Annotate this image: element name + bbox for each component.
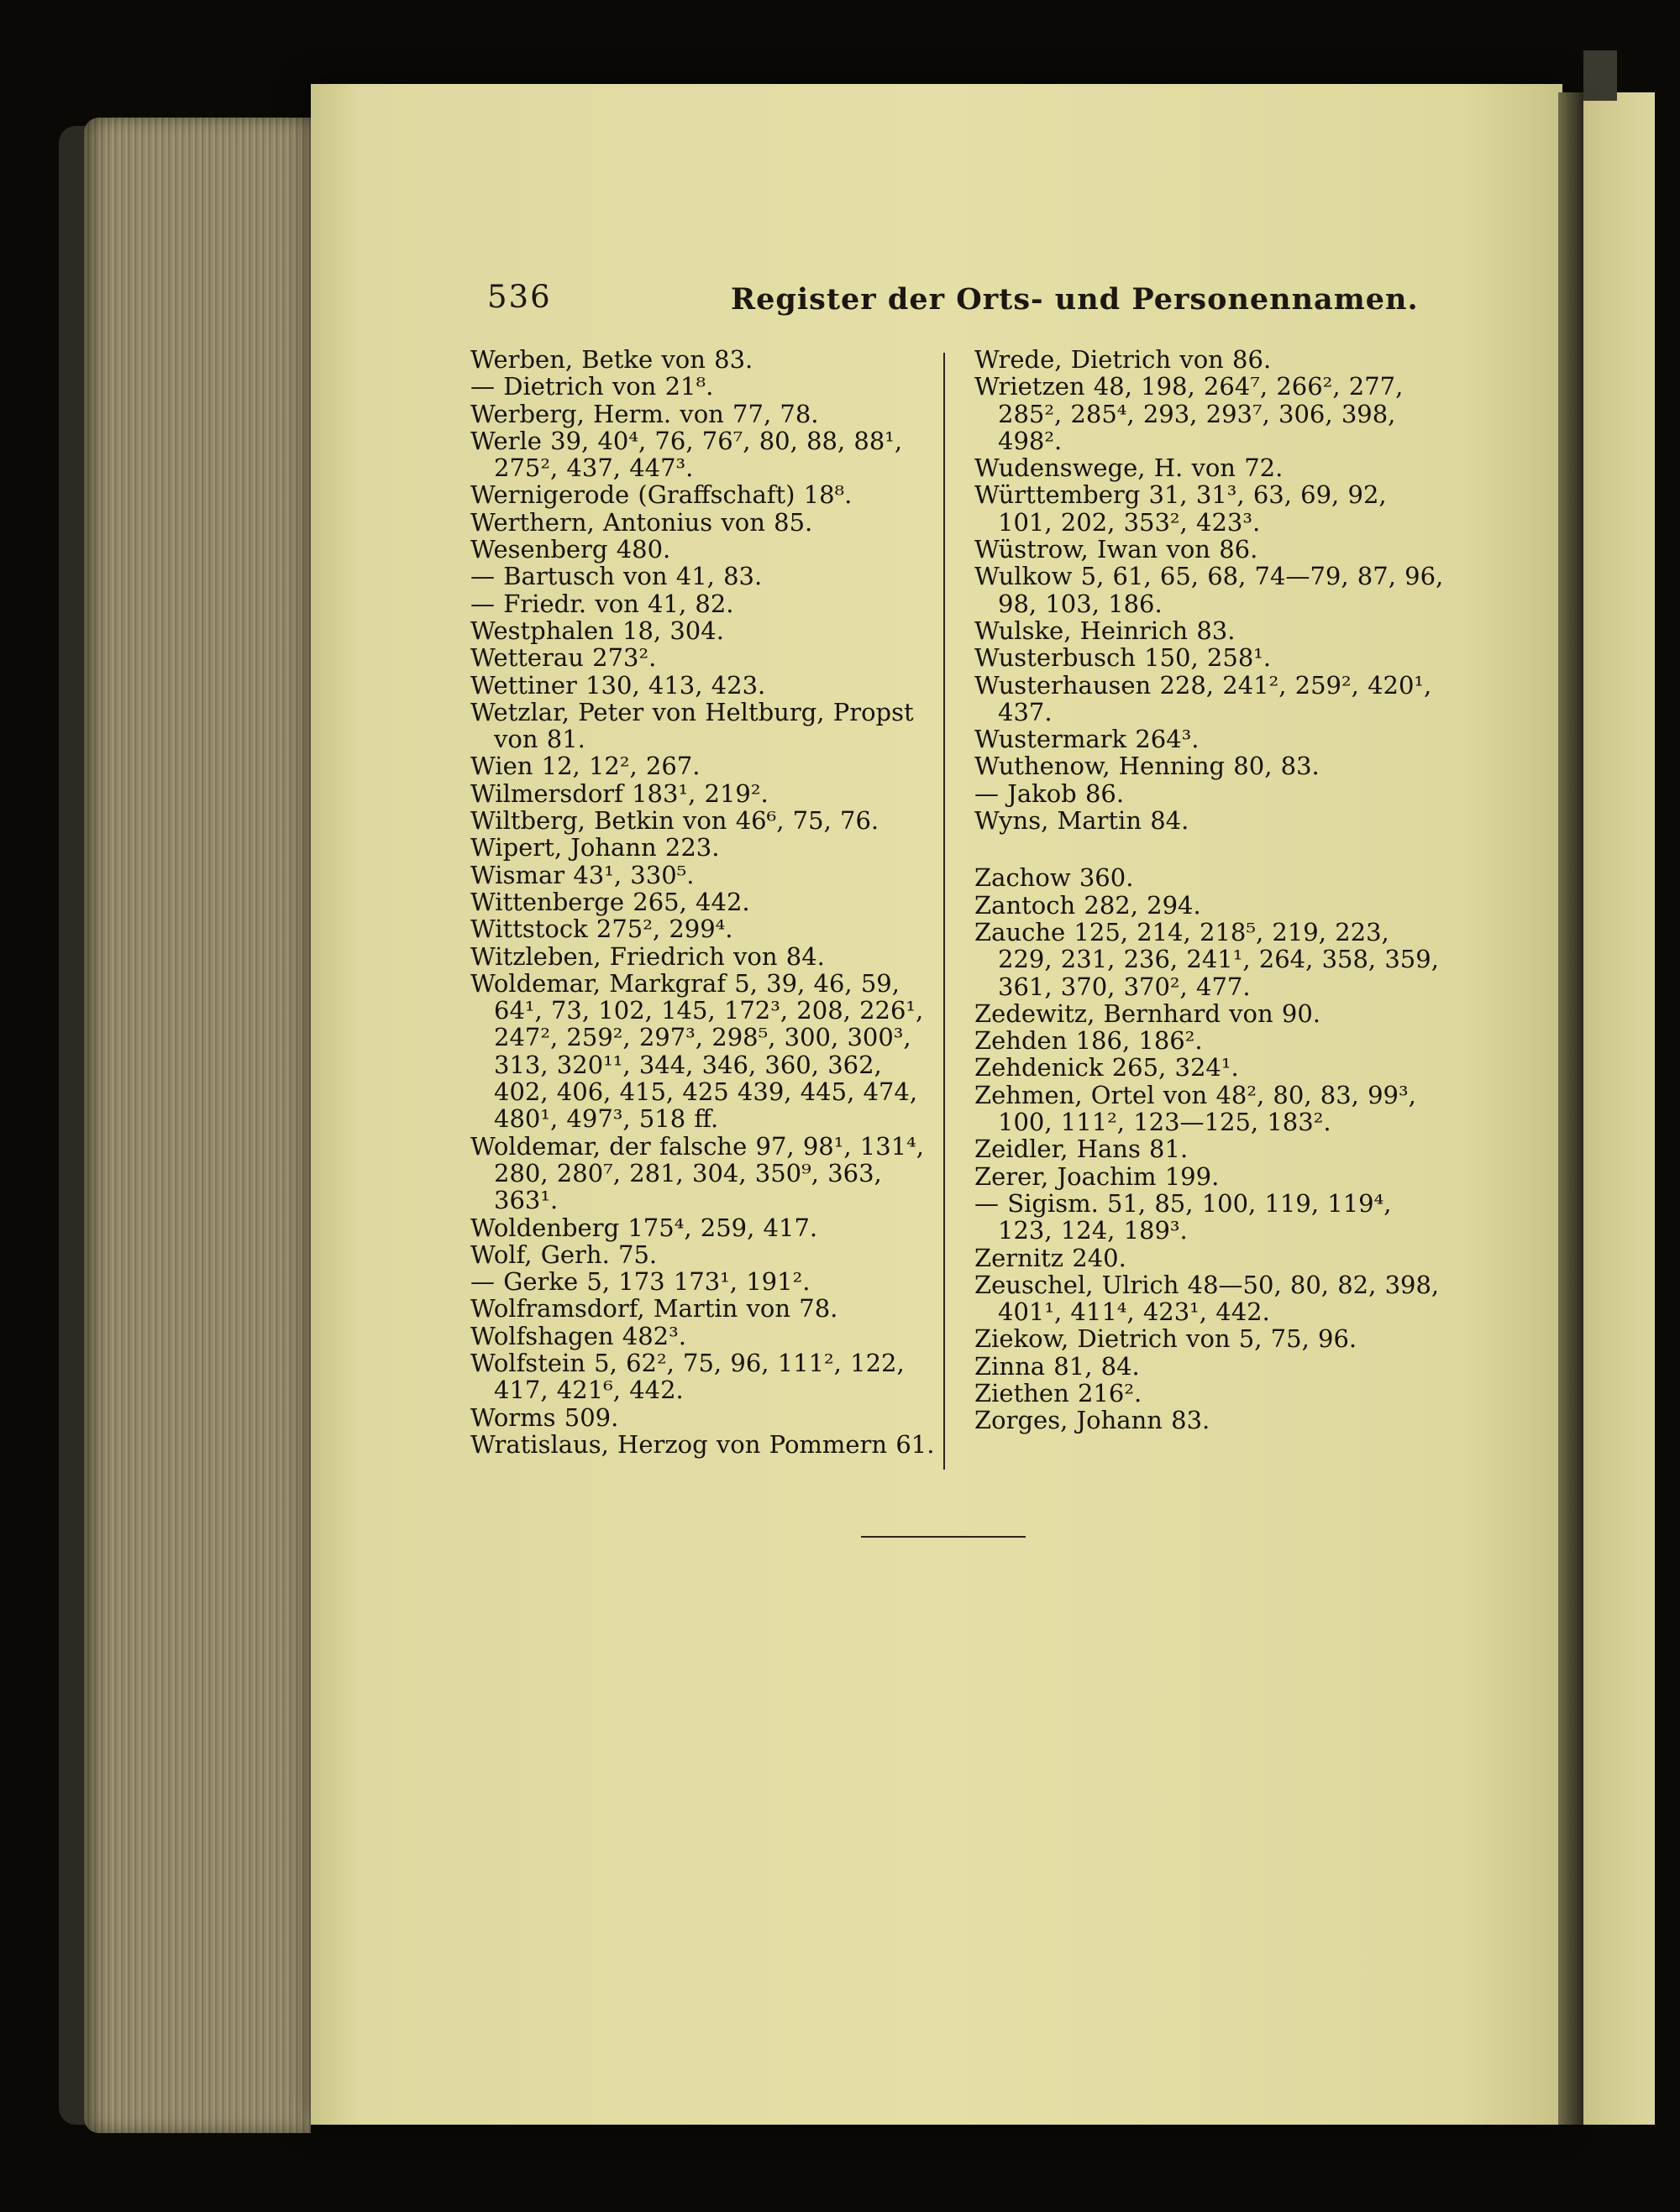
- index-entry: Wusterhausen 228, 241², 259², 420¹, 437.: [974, 670, 1432, 726]
- index-entry: Wolfstein 5, 62², 75, 96, 111², 122, 417, 421⁶, 442.: [470, 1348, 905, 1405]
- index-entry: Werthern, Antonius von 85.: [470, 507, 813, 537]
- index-entry: Wrietzen 48, 198, 264⁷, 266², 277, 285², 285⁴, 293, 293⁷, 306, 398, 498².: [974, 372, 1404, 455]
- index-entry: Wulkow 5, 61, 65, 68, 74—79, 87, 96, 98, 103, 186.: [974, 562, 1444, 618]
- index-entry: Ziekow, Dietrich von 5, 75, 96.: [974, 1324, 1357, 1354]
- index-entry: Zachow 360.: [974, 863, 1134, 893]
- index-entry: Wolframsdorf, Martin von 78.: [470, 1294, 838, 1324]
- index-entry: Westphalen 18, 304.: [470, 616, 724, 645]
- index-entry: Zantoch 282, 294.: [974, 890, 1201, 920]
- index-entry: — Gerke 5, 173 173¹, 191².: [470, 1267, 811, 1297]
- index-entry: Woldemar, der falsche 97, 98¹, 131⁴, 280, 280⁷, 281, 304, 350⁹, 363, 363¹.: [470, 1131, 924, 1215]
- index-column-right: [974, 346, 1445, 1434]
- index-entry: Wilmersdorf 183¹, 219².: [470, 778, 769, 808]
- index-entry: Zerer, Joachim 199.: [974, 1161, 1220, 1191]
- index-entry: Wittstock 275², 299⁴.: [470, 915, 733, 944]
- index-entry: Wettiner 130, 413, 423.: [470, 670, 766, 700]
- index-entry: Wipert, Johann 223.: [470, 833, 720, 862]
- index-entry: Werberg, Herm. von 77, 78.: [470, 399, 819, 428]
- index-entry: Zedewitz, Bernhard von 90.: [974, 999, 1320, 1028]
- index-entry: Woldemar, Markgraf 5, 39, 46, 59, 64¹, 73, 102, 145, 172³, 208, 226¹, 247², 259², 297³, 298⁵, 300, 300³, 313, 320¹¹, 344, 346, 360, 362, 402, 406, 415, 425 439, 445, 474, 480¹, 497³, 518 ff.: [470, 968, 924, 1134]
- running-title: Register der Orts- und Personennamen.: [731, 282, 1419, 317]
- index-entry: Wetterau 273².: [470, 643, 657, 673]
- index-entry: Wolf, Gerh. 75.: [470, 1240, 658, 1269]
- section-gap: [974, 834, 1445, 864]
- index-entry: Wiltberg, Betkin von 46⁶, 75, 76.: [470, 806, 879, 836]
- index-entry: Werben, Betke von 83.: [470, 345, 753, 374]
- index-entry: Zernitz 240.: [974, 1243, 1126, 1272]
- index-entry: — Sigism. 51, 85, 100, 119, 119⁴, 123, 124, 189³.: [974, 1188, 1392, 1245]
- index-entry: Werle 39, 40⁴, 76, 76⁷, 80, 88, 88¹, 275², 437, 447³.: [470, 426, 903, 483]
- index-entry: Württemberg 31, 31³, 63, 69, 92, 101, 202, 353², 423³.: [974, 480, 1387, 537]
- index-entry: Zehdenick 265, 324¹.: [974, 1053, 1239, 1082]
- index-column-left: [470, 346, 941, 1458]
- index-entry: Wien 12, 12², 267.: [470, 752, 701, 781]
- index-entry: Wustermark 264³.: [974, 725, 1200, 754]
- index-entry: Wrede, Dietrich von 86.: [974, 345, 1272, 374]
- index-entry: Zeuschel, Ulrich 48—50, 80, 82, 398, 401¹, 411⁴, 423¹, 442.: [974, 1270, 1440, 1327]
- index-entry: Zeidler, Hans 81.: [974, 1135, 1189, 1164]
- index-entry: Witzleben, Friedrich von 84.: [470, 941, 825, 971]
- index-entry: Wolfshagen 482³.: [470, 1321, 686, 1350]
- index-entry: Zinna 81, 84.: [974, 1351, 1140, 1381]
- index-entry: — Dietrich von 21⁸.: [470, 372, 714, 401]
- end-rule: [861, 1536, 1026, 1538]
- index-entry: Woldenberg 175⁴, 259, 417.: [470, 1213, 818, 1242]
- page-header: [311, 279, 1562, 329]
- index-entry: Zorges, Johann 83.: [974, 1406, 1210, 1435]
- index-entry: Wesenberg 480.: [470, 535, 671, 564]
- index-entry: Wismar 43¹, 330⁵.: [470, 860, 695, 889]
- index-group-z: [974, 864, 1445, 1434]
- index-entry: Wusterbusch 150, 258¹.: [974, 643, 1272, 673]
- index-entry: Wittenberge 265, 442.: [470, 887, 750, 916]
- index-entry: Wratislaus, Herzog von Pommern 61.: [470, 1429, 935, 1459]
- index-group-w: [974, 346, 1445, 834]
- index-entry: Worms 509.: [470, 1402, 619, 1432]
- binding-strip: [1583, 50, 1617, 101]
- page-edges: [84, 118, 311, 2133]
- index-entry: Wulske, Heinrich 83.: [974, 616, 1236, 645]
- index-entry: Zauche 125, 214, 218⁵, 219, 223, 229, 231, 236, 241¹, 264, 358, 359, 361, 370, 370², 477.: [974, 917, 1439, 1001]
- index-entry: Wuthenow, Henning 80, 83.: [974, 752, 1320, 781]
- index-entry: Wyns, Martin 84.: [974, 806, 1189, 836]
- index-entry: Zehmen, Ortel von 48², 80, 83, 99³, 100, 111², 123—125, 183².: [974, 1080, 1416, 1137]
- index-entry: Ziethen 216².: [974, 1378, 1142, 1407]
- gutter-shadow: [1558, 92, 1583, 2125]
- index-page: [311, 84, 1562, 2125]
- index-entry: — Friedr. von 41, 82.: [470, 589, 734, 618]
- index-entry: Zehden 186, 186².: [974, 1026, 1203, 1056]
- index-entry: Wetzlar, Peter von Heltburg, Propst von 81.: [470, 697, 914, 754]
- index-entry: Wüstrow, Iwan von 86.: [974, 535, 1258, 564]
- facing-page-edge: [1579, 92, 1655, 2125]
- column-divider: [943, 353, 945, 1470]
- index-entry: Wudenswege, H. von 72.: [974, 453, 1284, 483]
- page-number: 536: [487, 279, 552, 315]
- index-entry: Wernigerode (Graffschaft) 18⁸.: [470, 480, 853, 510]
- index-entry: — Bartusch von 41, 83.: [470, 562, 763, 591]
- index-entry: — Jakob 86.: [974, 778, 1125, 808]
